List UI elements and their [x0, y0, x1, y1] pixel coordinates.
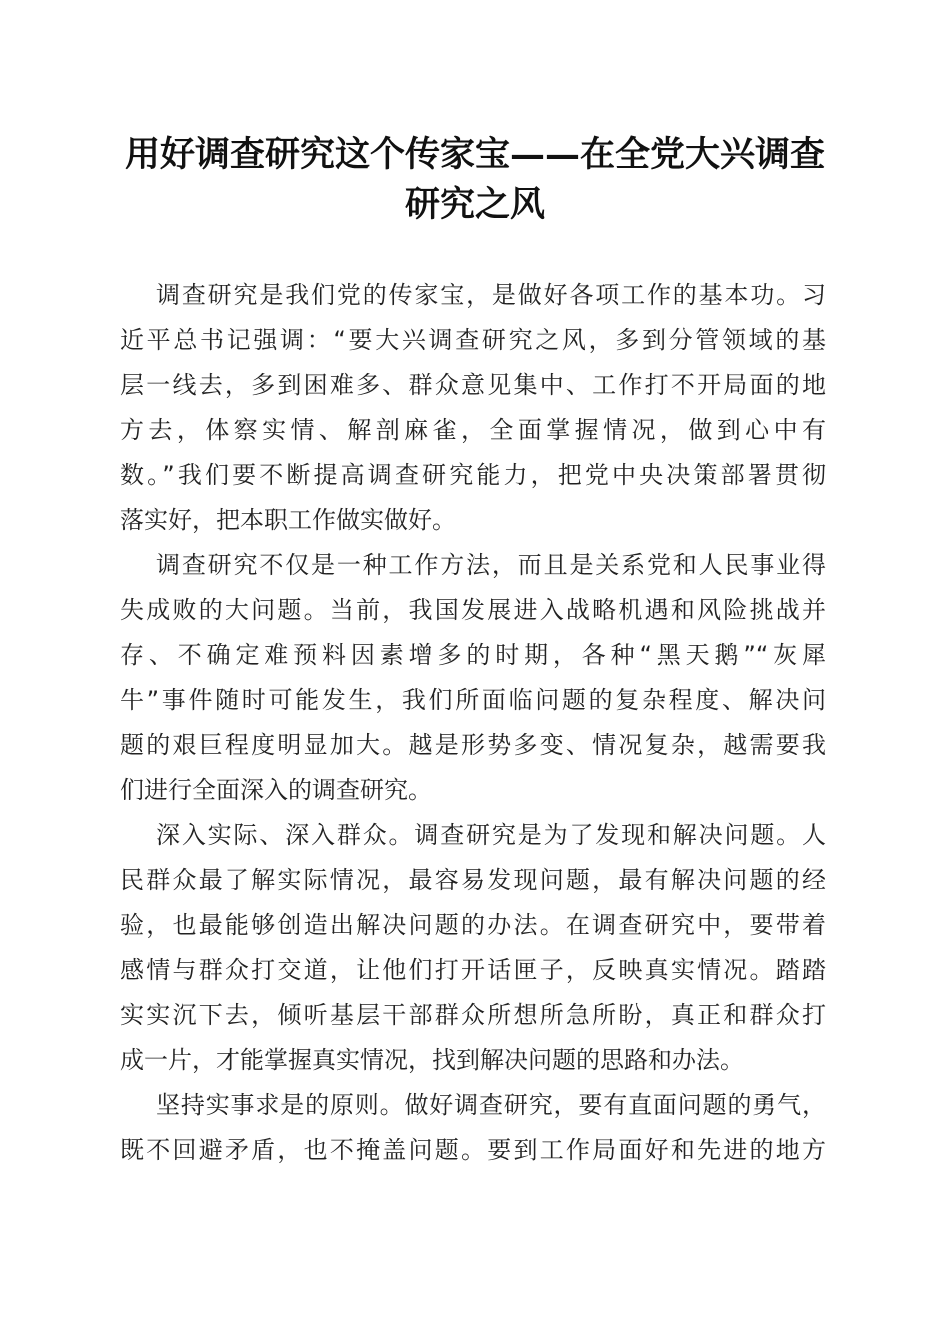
paragraph-line: 既不回避矛盾，也不掩盖问题。要到工作局面好和先进的地方 [120, 1136, 826, 1164]
paragraph-line: 实实沉下去，倾听基层干部群众所想所急所盼，真正和群众打 [120, 1001, 826, 1029]
paragraph-line: 落实好，把本职工作做实做好。 [120, 506, 456, 534]
paragraph-line: 坚持实事求是的原则。做好调查研究，要有直面问题的勇气， [156, 1091, 826, 1119]
paragraph-2 [120, 543, 826, 813]
paragraph-4 [120, 1083, 826, 1173]
paragraph-line: 数。”我们要不断提高调查研究能力，把党中央决策部署贯彻 [120, 461, 826, 489]
paragraph-line: 调查研究不仅是一种工作方法，而且是关系党和人民事业得 [156, 551, 826, 579]
paragraph-line: 方去，体察实情、解剖麻雀，全面掌握情况，做到心中有 [120, 416, 826, 444]
title-line-1: 用好调查研究这个传家宝——在全党大兴调查 [124, 134, 825, 175]
document-title [110, 130, 840, 230]
paragraph-line: 近平总书记强调：“要大兴调查研究之风，多到分管领域的基 [120, 326, 826, 354]
paragraph-line: 成一片，才能掌握真实情况，找到解决问题的思路和办法。 [120, 1046, 744, 1074]
paragraph-line: 深入实际、深入群众。调查研究是为了发现和解决问题。人 [156, 821, 826, 849]
paragraph-line: 牛”事件随时可能发生，我们所面临问题的复杂程度、解决问 [120, 686, 826, 714]
paragraph-line: 失成败的大问题。当前，我国发展进入战略机遇和风险挑战并 [120, 596, 826, 624]
document-body [120, 273, 826, 1173]
paragraph-line: 民群众最了解实际情况，最容易发现问题，最有解决问题的经 [120, 866, 826, 894]
paragraph-1 [120, 273, 826, 543]
paragraph-line: 验，也最能够创造出解决问题的办法。在调查研究中，要带着 [120, 911, 826, 939]
paragraph-line: 题的艰巨程度明显加大。越是形势多变、情况复杂，越需要我 [120, 731, 826, 759]
paragraph-3 [120, 813, 826, 1083]
paragraph-line: 感情与群众打交道，让他们打开话匣子，反映真实情况。踏踏 [120, 956, 826, 984]
title-line-2: 研究之风 [404, 184, 545, 225]
paragraph-line: 们进行全面深入的调查研究。 [120, 776, 432, 804]
paragraph-line: 层一线去，多到困难多、群众意见集中、工作打不开局面的地 [120, 371, 826, 399]
paragraph-line: 存、不确定难预料因素增多的时期，各种“黑天鹅”“灰犀 [120, 641, 826, 669]
paragraph-line: 调查研究是我们党的传家宝，是做好各项工作的基本功。习 [156, 281, 826, 309]
